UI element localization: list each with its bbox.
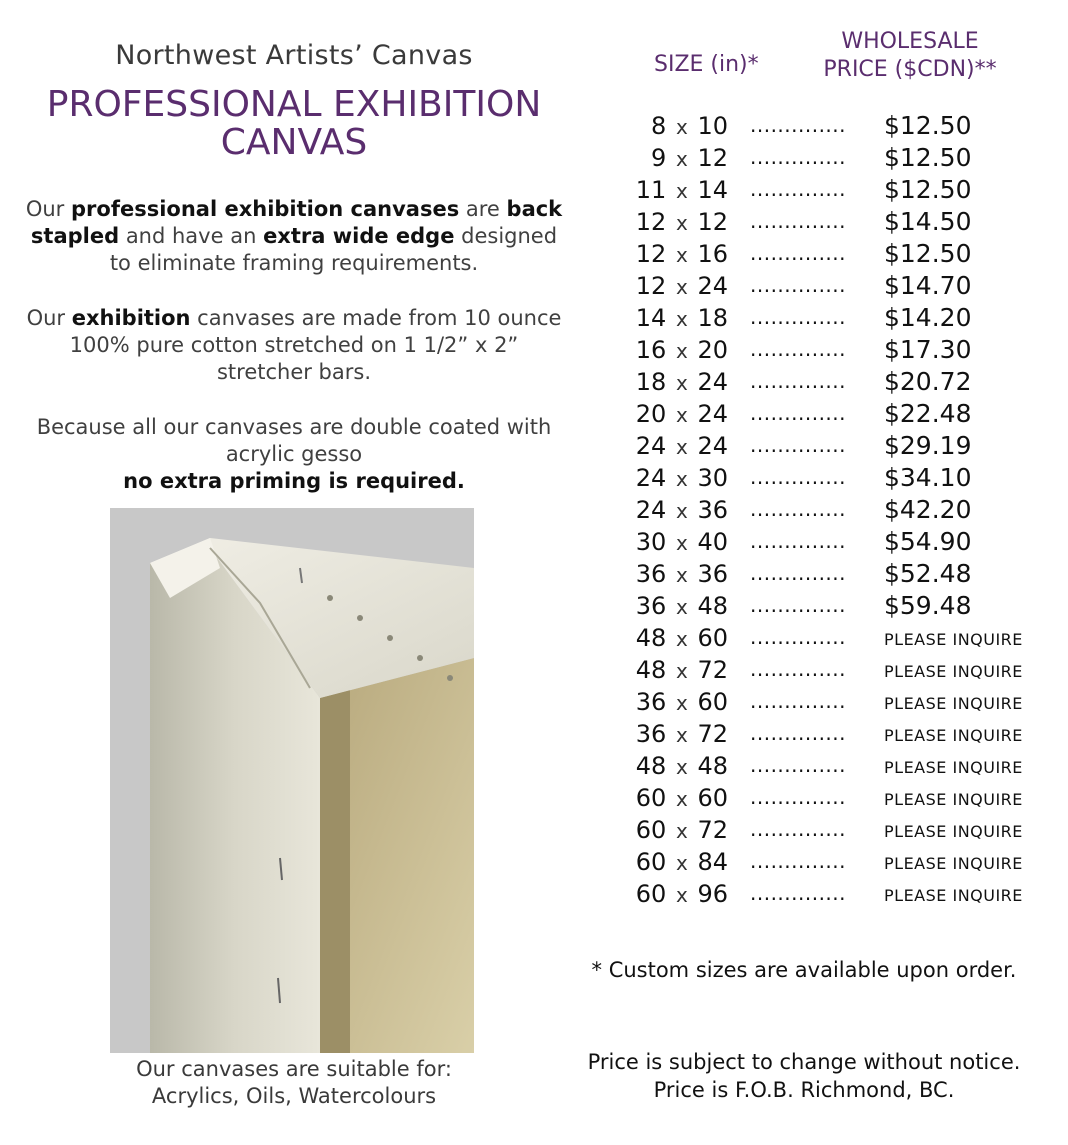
size-separator: x bbox=[675, 339, 688, 363]
price-row bbox=[620, 814, 1050, 846]
text: Our bbox=[25, 197, 71, 221]
size-height: 48 bbox=[697, 592, 728, 620]
price-column-header bbox=[800, 28, 1020, 84]
size-width: 14 bbox=[635, 304, 667, 332]
page-title bbox=[20, 86, 568, 162]
canvas-corner-illustration bbox=[110, 508, 474, 1053]
price-value: $22.48 bbox=[884, 399, 972, 428]
text: are bbox=[459, 197, 507, 221]
bold-text: extra wide edge bbox=[263, 224, 455, 248]
text: Our bbox=[26, 306, 72, 330]
canvas-corner-photo bbox=[110, 508, 474, 1053]
size-separator: x bbox=[675, 563, 688, 587]
size-label bbox=[636, 558, 728, 591]
size-height: 48 bbox=[697, 752, 728, 780]
dot-leader: .............. bbox=[750, 433, 847, 457]
size-separator: x bbox=[675, 115, 688, 139]
price-terms-note bbox=[570, 1048, 1038, 1104]
price-header-line-1: WHOLESALE bbox=[841, 29, 979, 54]
dot-leader: .............. bbox=[750, 529, 847, 553]
size-width: 60 bbox=[635, 784, 667, 812]
dot-leader: .............. bbox=[750, 497, 847, 521]
price-value: $54.90 bbox=[884, 527, 972, 556]
size-separator: x bbox=[675, 659, 688, 683]
size-label bbox=[636, 686, 728, 719]
suitability-caption bbox=[20, 1056, 568, 1110]
size-height: 60 bbox=[697, 784, 728, 812]
dot-leader: .............. bbox=[750, 465, 847, 489]
size-width: 9 bbox=[651, 144, 667, 172]
size-label bbox=[636, 782, 728, 815]
dot-leader: .............. bbox=[750, 849, 847, 873]
size-label bbox=[636, 206, 728, 239]
size-width: 36 bbox=[635, 688, 667, 716]
price-row bbox=[620, 494, 1050, 526]
price-row bbox=[620, 430, 1050, 462]
size-label bbox=[651, 110, 728, 143]
size-label bbox=[636, 270, 728, 303]
price-header-line-2: PRICE ($CDN)** bbox=[823, 57, 997, 82]
size-width: 18 bbox=[635, 368, 667, 396]
price-row bbox=[620, 782, 1050, 814]
size-width: 16 bbox=[635, 336, 667, 364]
size-height: 60 bbox=[697, 688, 728, 716]
size-width: 20 bbox=[635, 400, 667, 428]
price-row bbox=[620, 142, 1050, 174]
dot-leader: .............. bbox=[750, 689, 847, 713]
size-separator: x bbox=[675, 147, 688, 171]
size-width: 24 bbox=[635, 432, 667, 460]
size-width: 36 bbox=[635, 560, 667, 588]
intro-column bbox=[20, 38, 568, 495]
price-value: PLEASE INQUIRE bbox=[884, 822, 1023, 841]
dot-leader: .............. bbox=[750, 721, 847, 745]
price-value: PLEASE INQUIRE bbox=[884, 854, 1023, 873]
price-row bbox=[620, 238, 1050, 270]
price-value: $29.19 bbox=[884, 431, 972, 460]
price-value: $14.50 bbox=[884, 207, 972, 236]
price-value: $34.10 bbox=[884, 463, 972, 492]
size-separator: x bbox=[675, 531, 688, 555]
dot-leader: .............. bbox=[750, 881, 847, 905]
price-value: PLEASE INQUIRE bbox=[884, 630, 1023, 649]
price-value: $17.30 bbox=[884, 335, 972, 364]
dot-leader: .............. bbox=[750, 241, 847, 265]
price-row bbox=[620, 206, 1050, 238]
size-separator: x bbox=[675, 467, 688, 491]
size-height: 84 bbox=[697, 848, 728, 876]
dot-leader: .............. bbox=[750, 209, 847, 233]
size-label bbox=[636, 174, 728, 207]
size-width: 60 bbox=[635, 848, 667, 876]
price-value: $14.20 bbox=[884, 303, 972, 332]
size-width: 60 bbox=[635, 816, 667, 844]
dot-leader: .............. bbox=[750, 625, 847, 649]
size-label bbox=[636, 622, 728, 655]
size-height: 40 bbox=[697, 528, 728, 556]
price-value: PLEASE INQUIRE bbox=[884, 790, 1023, 809]
size-label bbox=[636, 334, 728, 367]
dot-leader: .............. bbox=[750, 785, 847, 809]
size-height: 12 bbox=[697, 144, 728, 172]
size-separator: x bbox=[675, 211, 688, 235]
price-value: PLEASE INQUIRE bbox=[884, 886, 1023, 905]
dot-leader: .............. bbox=[750, 753, 847, 777]
size-height: 36 bbox=[697, 496, 728, 524]
size-height: 24 bbox=[697, 368, 728, 396]
size-separator: x bbox=[675, 691, 688, 715]
size-width: 36 bbox=[635, 720, 667, 748]
size-height: 12 bbox=[697, 208, 728, 236]
size-label bbox=[636, 462, 728, 495]
size-width: 24 bbox=[635, 496, 667, 524]
size-label bbox=[636, 654, 728, 687]
size-label bbox=[651, 142, 728, 175]
price-value: PLEASE INQUIRE bbox=[884, 726, 1023, 745]
price-row bbox=[620, 110, 1050, 142]
size-height: 16 bbox=[697, 240, 728, 268]
dot-leader: .............. bbox=[750, 305, 847, 329]
bold-text: back stapled bbox=[30, 197, 563, 248]
description-paragraph-2 bbox=[20, 305, 568, 386]
description-paragraph-1 bbox=[20, 196, 568, 277]
size-separator: x bbox=[675, 275, 688, 299]
size-width: 48 bbox=[635, 752, 667, 780]
price-row bbox=[620, 398, 1050, 430]
size-height: 30 bbox=[697, 464, 728, 492]
price-row bbox=[620, 302, 1050, 334]
dot-leader: .............. bbox=[750, 113, 847, 137]
price-value: $12.50 bbox=[884, 143, 972, 172]
text: canvases are made from 10 ounce 100% pure cotton stretched on 1 1/2” x 2” stretcher bars. bbox=[69, 306, 562, 384]
size-separator: x bbox=[675, 371, 688, 395]
dot-leader: .............. bbox=[750, 561, 847, 585]
price-row bbox=[620, 846, 1050, 878]
size-height: 60 bbox=[697, 624, 728, 652]
dot-leader: .............. bbox=[750, 273, 847, 297]
size-label bbox=[636, 750, 728, 783]
size-label bbox=[636, 494, 728, 527]
price-row bbox=[620, 654, 1050, 686]
size-separator: x bbox=[675, 755, 688, 779]
size-separator: x bbox=[675, 403, 688, 427]
size-width: 8 bbox=[651, 112, 667, 140]
price-value: PLEASE INQUIRE bbox=[884, 662, 1023, 681]
size-separator: x bbox=[675, 819, 688, 843]
size-column-header: SIZE (in)* bbox=[654, 52, 759, 77]
dot-leader: .............. bbox=[750, 145, 847, 169]
size-height: 36 bbox=[697, 560, 728, 588]
size-height: 14 bbox=[697, 176, 728, 204]
price-value: PLEASE INQUIRE bbox=[884, 694, 1023, 713]
dot-leader: .............. bbox=[750, 401, 847, 425]
description-paragraph-3 bbox=[20, 414, 568, 495]
size-separator: x bbox=[675, 787, 688, 811]
size-width: 30 bbox=[635, 528, 667, 556]
price-list bbox=[620, 110, 1050, 910]
price-row bbox=[620, 174, 1050, 206]
size-width: 48 bbox=[635, 656, 667, 684]
size-label bbox=[636, 366, 728, 399]
price-value: $20.72 bbox=[884, 367, 972, 396]
size-height: 72 bbox=[697, 656, 728, 684]
price-row bbox=[620, 270, 1050, 302]
size-height: 24 bbox=[697, 272, 728, 300]
bold-text: no extra priming is required. bbox=[123, 469, 465, 493]
text: Because all our canvases are double coated with acrylic gesso bbox=[36, 415, 552, 466]
size-label bbox=[636, 398, 728, 431]
price-row bbox=[620, 462, 1050, 494]
size-separator: x bbox=[675, 179, 688, 203]
price-row bbox=[620, 526, 1050, 558]
size-height: 24 bbox=[697, 432, 728, 460]
price-row bbox=[620, 366, 1050, 398]
size-label bbox=[636, 238, 728, 271]
price-row bbox=[620, 718, 1050, 750]
size-height: 10 bbox=[697, 112, 728, 140]
size-width: 12 bbox=[635, 240, 667, 268]
size-label bbox=[636, 878, 728, 911]
size-separator: x bbox=[675, 627, 688, 651]
size-width: 11 bbox=[635, 176, 667, 204]
brand-name: Northwest Artists’ Canvas bbox=[115, 40, 473, 71]
size-separator: x bbox=[675, 307, 688, 331]
price-row bbox=[620, 686, 1050, 718]
size-separator: x bbox=[675, 723, 688, 747]
size-label bbox=[636, 302, 728, 335]
dot-leader: .............. bbox=[750, 657, 847, 681]
price-value: $59.48 bbox=[884, 591, 972, 620]
dot-leader: .............. bbox=[750, 337, 847, 361]
size-height: 20 bbox=[697, 336, 728, 364]
size-label bbox=[636, 590, 728, 623]
size-separator: x bbox=[675, 499, 688, 523]
price-row bbox=[620, 878, 1050, 910]
price-value: $12.50 bbox=[884, 111, 972, 140]
caption-line-2: Acrylics, Oils, Watercolours bbox=[151, 1084, 437, 1108]
price-value: $14.70 bbox=[884, 271, 972, 300]
text: designed to eliminate framing requirements. bbox=[109, 224, 558, 275]
price-terms-line-2: Price is F.O.B. Richmond, BC. bbox=[653, 1078, 955, 1102]
price-row bbox=[620, 334, 1050, 366]
price-terms-line-1: Price is subject to change without notice. bbox=[587, 1050, 1021, 1074]
size-label bbox=[636, 846, 728, 879]
size-width: 12 bbox=[635, 208, 667, 236]
dot-leader: .............. bbox=[750, 593, 847, 617]
caption-line-1: Our canvases are suitable for: bbox=[136, 1057, 452, 1081]
size-separator: x bbox=[675, 595, 688, 619]
size-separator: x bbox=[675, 435, 688, 459]
size-width: 24 bbox=[635, 464, 667, 492]
size-height: 72 bbox=[697, 816, 728, 844]
size-separator: x bbox=[675, 243, 688, 267]
size-height: 24 bbox=[697, 400, 728, 428]
size-label bbox=[636, 718, 728, 751]
bold-text: professional exhibition canvases bbox=[71, 197, 460, 221]
price-row bbox=[620, 750, 1050, 782]
text: and have an bbox=[119, 224, 264, 248]
size-width: 36 bbox=[635, 592, 667, 620]
price-value: $52.48 bbox=[884, 559, 972, 588]
size-separator: x bbox=[675, 883, 688, 907]
size-separator: x bbox=[675, 851, 688, 875]
dot-leader: .............. bbox=[750, 177, 847, 201]
price-row bbox=[620, 558, 1050, 590]
dot-leader: .............. bbox=[750, 817, 847, 841]
title-line-2: CANVAS bbox=[220, 122, 368, 163]
size-label bbox=[636, 430, 728, 463]
custom-sizes-note: * Custom sizes are available upon order. bbox=[591, 958, 1017, 982]
size-width: 12 bbox=[635, 272, 667, 300]
title-line-1: PROFESSIONAL EXHIBITION bbox=[46, 84, 542, 125]
size-height: 96 bbox=[697, 880, 728, 908]
size-width: 60 bbox=[635, 880, 667, 908]
price-row bbox=[620, 590, 1050, 622]
price-value: $12.50 bbox=[884, 239, 972, 268]
size-height: 72 bbox=[697, 720, 728, 748]
dot-leader: .............. bbox=[750, 369, 847, 393]
price-value: $42.20 bbox=[884, 495, 972, 524]
bold-text: exhibition bbox=[71, 306, 191, 330]
size-label bbox=[636, 814, 728, 847]
price-value: PLEASE INQUIRE bbox=[884, 758, 1023, 777]
size-height: 18 bbox=[697, 304, 728, 332]
size-width: 48 bbox=[635, 624, 667, 652]
size-label bbox=[636, 526, 728, 559]
price-value: $12.50 bbox=[884, 175, 972, 204]
price-row bbox=[620, 622, 1050, 654]
